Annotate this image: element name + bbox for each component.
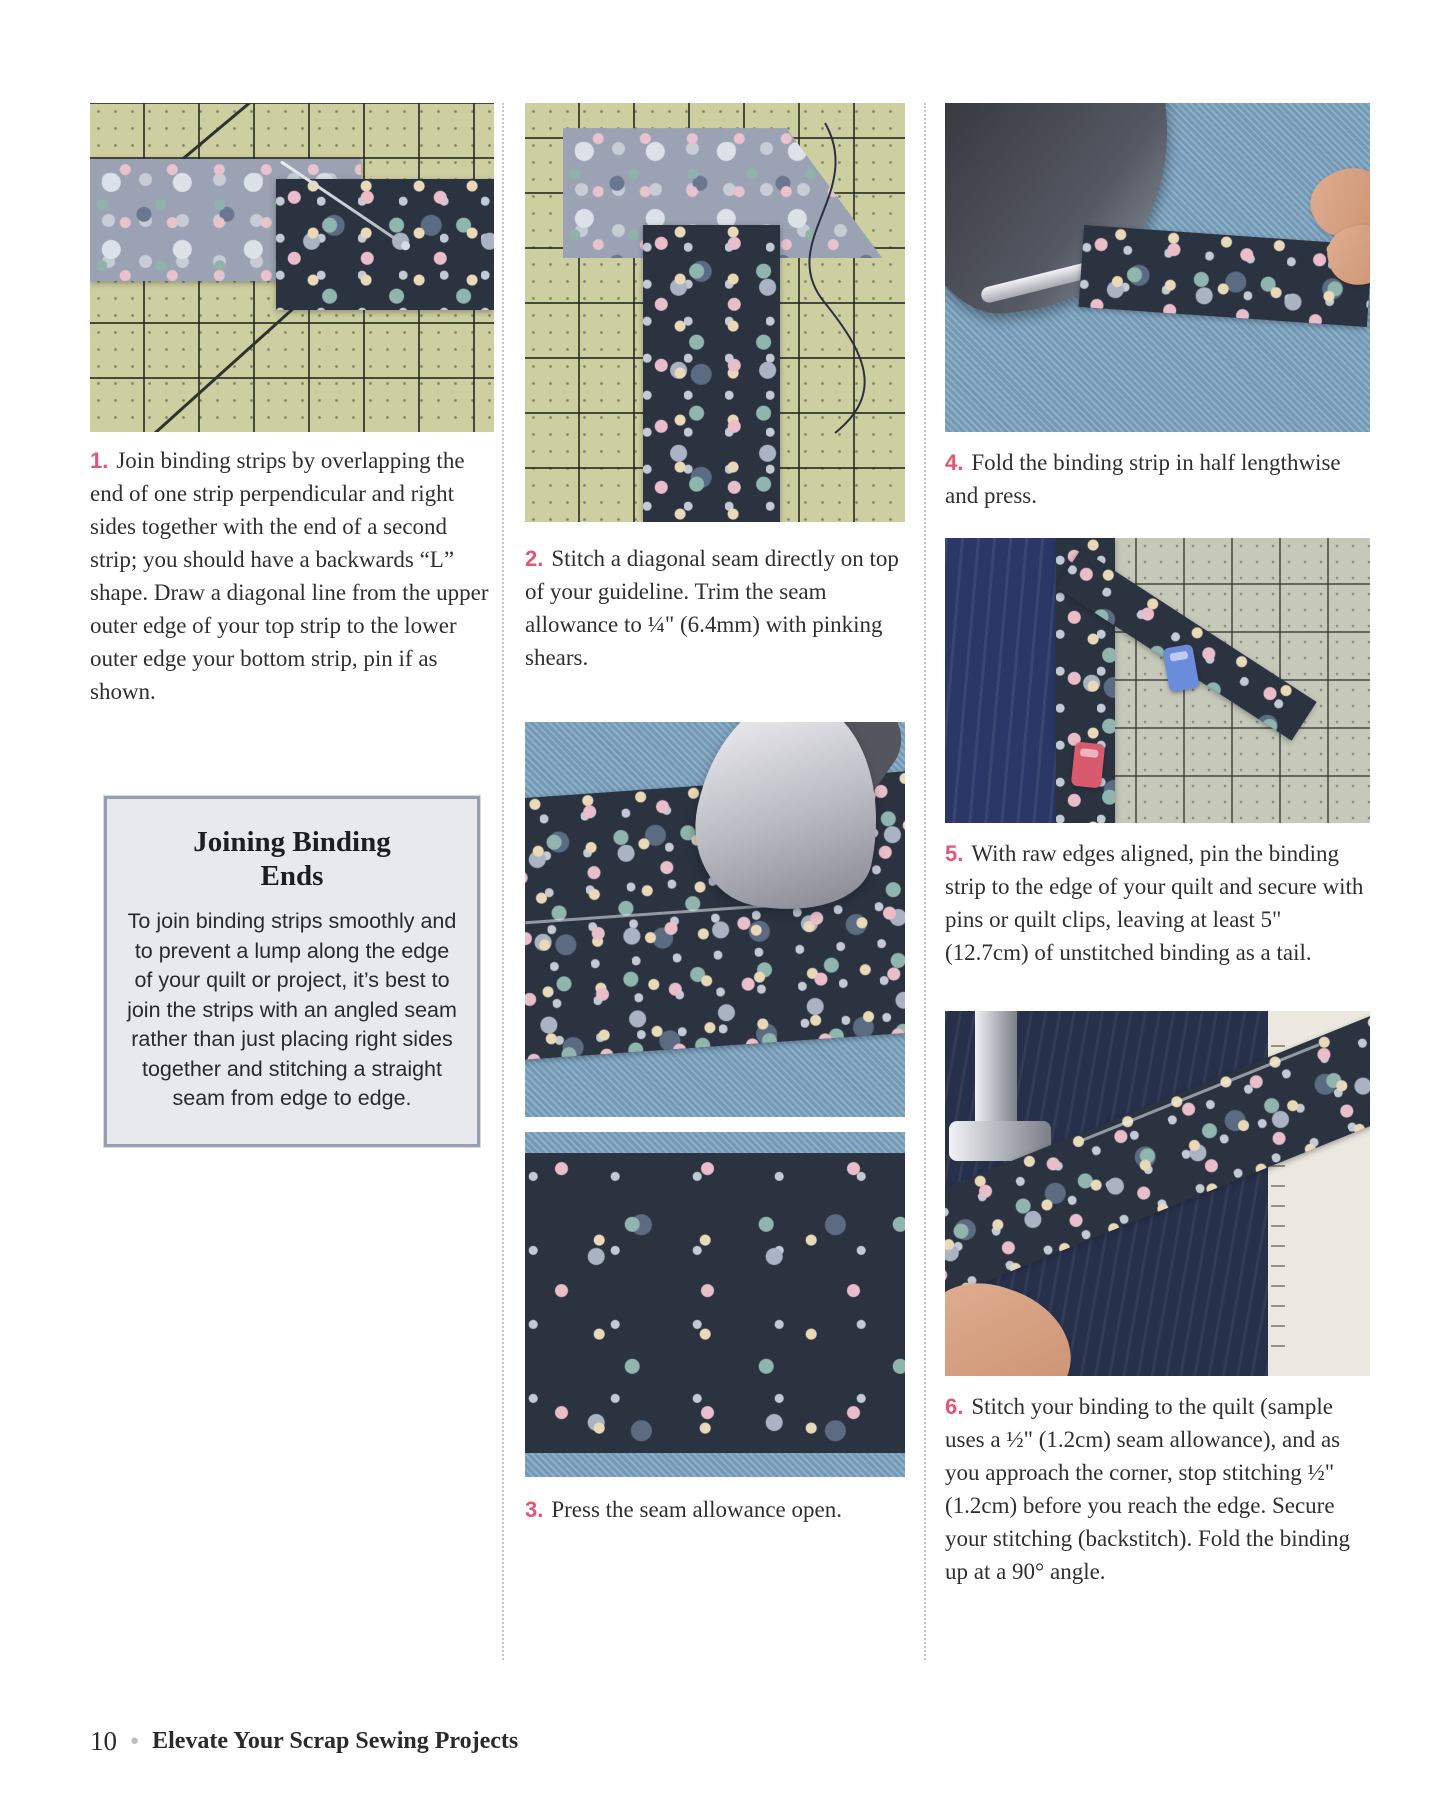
- step-number: 2.: [525, 546, 544, 571]
- step-number: 3.: [525, 1497, 544, 1522]
- step-text: Fold the binding strip in half lengthwise and press.: [945, 450, 1341, 508]
- photo-step5-pin-binding: [945, 538, 1370, 823]
- column-1: [90, 103, 494, 1147]
- step-text: Press the seam allowance open.: [551, 1497, 842, 1522]
- step-text: Stitch a diagonal seam directly on top of your guideline. Trim the seam allowance to ¼" (6.4mm) with pinking shears.: [525, 546, 899, 670]
- sidebar-joining-binding-ends: [104, 796, 480, 1147]
- step-2: [525, 542, 905, 674]
- page-number: 10: [90, 1726, 117, 1756]
- page-footer: [90, 1726, 518, 1757]
- quilt-clip-red: [1070, 742, 1104, 789]
- step-text: Stitch your binding to the quilt (sample uses a ½" (1.2cm) seam allowance), and as you approach the corner, stop stitching ½" (1.2cm) before you reach the edge. Secure your stitching (backstitch). Fold the binding up at a 90° angle.: [945, 1394, 1351, 1584]
- step-5: [945, 837, 1370, 969]
- photo-floral-closeup: [525, 1132, 905, 1477]
- column-3: [945, 103, 1370, 1588]
- step-number: 6.: [945, 1394, 964, 1419]
- step-1: [90, 444, 494, 708]
- photo-step6-machine-stitch: [945, 1011, 1370, 1376]
- photo-iron-pressing-seam: [525, 722, 905, 1117]
- step-3: [525, 1493, 905, 1526]
- sidebar-body: To join binding strips smoothly and to prevent a lump along the edge of your quilt or project, it’s best to join the strips with an angled seam rather than just placing right sides together and stitching a straight seam from edge to edge.: [127, 909, 457, 1110]
- book-title: Elevate Your Scrap Sewing Projects: [152, 1728, 519, 1754]
- footer-bullet-icon: ●: [130, 1733, 140, 1749]
- dark-floral-strip: [276, 179, 494, 311]
- column-2: [525, 103, 905, 1526]
- binding-strip: [1078, 225, 1370, 327]
- denim-edge: [525, 1132, 905, 1153]
- step-6: [945, 1390, 1370, 1588]
- step-text: With raw edges aligned, pin the binding strip to the edge of your quilt and secure with pins or quilt clips, leaving at least 5" (12.7cm) of unstitched binding as a tail.: [945, 841, 1364, 965]
- column-divider: [924, 103, 926, 1660]
- loose-thread: [525, 103, 905, 522]
- photo-step2-diagonal-seam: [525, 103, 905, 522]
- denim-edge: [525, 1453, 905, 1477]
- column-divider: [502, 103, 504, 1660]
- hand: [945, 1268, 1087, 1376]
- photo-step1-overlapped-strips: [90, 103, 494, 432]
- step-number: 1.: [90, 448, 109, 473]
- photo-step4-fold-press: [945, 103, 1370, 432]
- quilt-edge: [945, 538, 1056, 823]
- step-number: 4.: [945, 450, 964, 475]
- sidebar-title: Joining Binding Ends: [193, 826, 391, 892]
- step-number: 5.: [945, 841, 964, 866]
- step-4: [945, 446, 1370, 512]
- step-text: Join binding strips by overlapping the end of one strip perpendicular and right sides together with the end of a second strip; you should have a backwards “L” shape. Draw a diagonal line from the upper outer edge of your top strip to the lower outer edge your bottom strip, pin if as shown.: [90, 448, 489, 704]
